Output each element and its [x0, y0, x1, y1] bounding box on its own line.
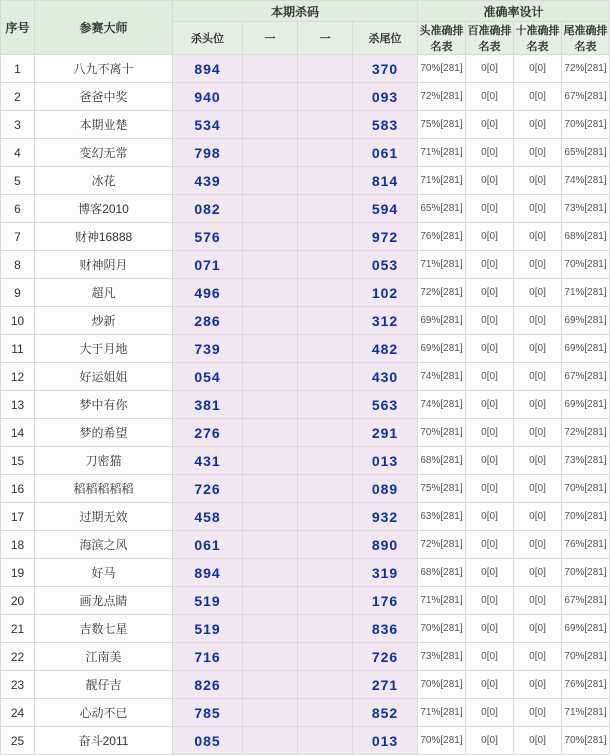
row-head-code: 439 — [173, 167, 243, 195]
table-row[interactable] — [1, 83, 610, 111]
row-rate-3: 0[0] — [514, 447, 562, 475]
table-row[interactable] — [1, 307, 610, 335]
row-tail-code: 093 — [353, 83, 418, 111]
table-row[interactable] — [1, 643, 610, 671]
row-index: 13 — [1, 391, 35, 419]
row-rate-2: 0[0] — [466, 83, 514, 111]
row-index: 17 — [1, 503, 35, 531]
row-head-code: 894 — [173, 559, 243, 587]
row-rate-1: 69%[281] — [418, 307, 466, 335]
row-master-name[interactable]: 八九不离十 — [35, 55, 173, 83]
row-rate-3: 0[0] — [514, 475, 562, 503]
header-dash-2: 一 — [298, 22, 353, 55]
row-rate-1: 72%[281] — [418, 279, 466, 307]
row-index: 6 — [1, 195, 35, 223]
row-rate-2: 0[0] — [466, 55, 514, 83]
row-head-code: 798 — [173, 139, 243, 167]
row-mid-blank-1 — [243, 195, 298, 223]
row-head-code: 940 — [173, 83, 243, 111]
row-rate-4: 72%[281] — [562, 55, 610, 83]
table-row[interactable] — [1, 391, 610, 419]
row-head-code: 381 — [173, 391, 243, 419]
row-mid-blank-2 — [298, 167, 353, 195]
row-rate-4: 70%[281] — [562, 111, 610, 139]
row-rate-4: 69%[281] — [562, 335, 610, 363]
row-rate-4: 65%[281] — [562, 139, 610, 167]
row-head-code: 519 — [173, 615, 243, 643]
row-head-code: 082 — [173, 195, 243, 223]
row-mid-blank-1 — [243, 699, 298, 727]
row-rate-1: 75%[281] — [418, 111, 466, 139]
table-row[interactable] — [1, 503, 610, 531]
row-rate-2: 0[0] — [466, 559, 514, 587]
row-mid-blank-2 — [298, 643, 353, 671]
row-tail-code: 013 — [353, 447, 418, 475]
row-master-name[interactable]: 炒新 — [35, 307, 173, 335]
row-rate-4: 70%[281] — [562, 559, 610, 587]
table-row[interactable] — [1, 419, 610, 447]
row-rate-1: 65%[281] — [418, 195, 466, 223]
row-master-name[interactable]: 稻稻稻稻稻 — [35, 475, 173, 503]
row-rate-2: 0[0] — [466, 671, 514, 699]
table-header-row-1 — [1, 1, 610, 22]
row-tail-code: 890 — [353, 531, 418, 559]
row-index: 18 — [1, 531, 35, 559]
row-rate-2: 0[0] — [466, 111, 514, 139]
row-tail-code: 089 — [353, 475, 418, 503]
row-rate-2: 0[0] — [466, 727, 514, 755]
row-rate-1: 71%[281] — [418, 167, 466, 195]
row-rate-3: 0[0] — [514, 83, 562, 111]
row-index: 9 — [1, 279, 35, 307]
row-mid-blank-1 — [243, 447, 298, 475]
row-rate-4: 70%[281] — [562, 251, 610, 279]
row-master-name[interactable]: 画龙点睛 — [35, 587, 173, 615]
row-tail-code: 932 — [353, 503, 418, 531]
row-head-code: 071 — [173, 251, 243, 279]
row-tail-code: 430 — [353, 363, 418, 391]
row-mid-blank-1 — [243, 363, 298, 391]
row-rate-2: 0[0] — [466, 391, 514, 419]
row-rate-3: 0[0] — [514, 559, 562, 587]
row-rate-3: 0[0] — [514, 195, 562, 223]
row-index: 15 — [1, 447, 35, 475]
table-row[interactable] — [1, 251, 610, 279]
row-mid-blank-1 — [243, 559, 298, 587]
row-rate-2: 0[0] — [466, 419, 514, 447]
row-tail-code: 319 — [353, 559, 418, 587]
row-rate-2: 0[0] — [466, 167, 514, 195]
row-rate-3: 0[0] — [514, 419, 562, 447]
row-rate-1: 76%[281] — [418, 223, 466, 251]
row-index: 19 — [1, 559, 35, 587]
row-rate-2: 0[0] — [466, 251, 514, 279]
row-rate-2: 0[0] — [466, 643, 514, 671]
row-tail-code: 291 — [353, 419, 418, 447]
row-tail-code: 013 — [353, 727, 418, 755]
row-rate-4: 74%[281] — [562, 167, 610, 195]
row-index: 3 — [1, 111, 35, 139]
row-head-code: 458 — [173, 503, 243, 531]
row-rate-3: 0[0] — [514, 139, 562, 167]
row-master-name[interactable]: 超凡 — [35, 279, 173, 307]
row-rate-4: 70%[281] — [562, 503, 610, 531]
row-tail-code: 053 — [353, 251, 418, 279]
row-head-code: 496 — [173, 279, 243, 307]
row-master-name[interactable]: 海滨之风 — [35, 531, 173, 559]
row-tail-code: 726 — [353, 643, 418, 671]
row-rate-3: 0[0] — [514, 671, 562, 699]
row-mid-blank-2 — [298, 503, 353, 531]
row-rate-4: 68%[281] — [562, 223, 610, 251]
row-tail-code: 836 — [353, 615, 418, 643]
row-mid-blank-1 — [243, 727, 298, 755]
row-tail-code: 312 — [353, 307, 418, 335]
row-index: 11 — [1, 335, 35, 363]
row-rate-1: 69%[281] — [418, 335, 466, 363]
row-rate-4: 71%[281] — [562, 279, 610, 307]
row-rate-3: 0[0] — [514, 111, 562, 139]
row-tail-code: 972 — [353, 223, 418, 251]
row-rate-2: 0[0] — [466, 363, 514, 391]
row-mid-blank-1 — [243, 111, 298, 139]
header-rate-2: 百准确排名表 — [466, 22, 514, 55]
table-row[interactable] — [1, 363, 610, 391]
row-mid-blank-2 — [298, 195, 353, 223]
row-tail-code: 814 — [353, 167, 418, 195]
row-master-name[interactable]: 大于月地 — [35, 335, 173, 363]
row-mid-blank-2 — [298, 671, 353, 699]
row-rate-1: 70%[281] — [418, 55, 466, 83]
row-master-name[interactable]: 爸爸中奖 — [35, 83, 173, 111]
row-rate-2: 0[0] — [466, 307, 514, 335]
row-mid-blank-2 — [298, 391, 353, 419]
header-group-rate: 准确率设计 — [418, 1, 610, 22]
row-mid-blank-1 — [243, 139, 298, 167]
row-rate-3: 0[0] — [514, 531, 562, 559]
row-mid-blank-1 — [243, 391, 298, 419]
row-tail-code: 594 — [353, 195, 418, 223]
row-rate-1: 68%[281] — [418, 447, 466, 475]
row-head-code: 534 — [173, 111, 243, 139]
row-rate-1: 70%[281] — [418, 671, 466, 699]
row-master-name[interactable]: 好马 — [35, 559, 173, 587]
row-master-name[interactable]: 好运姐姐 — [35, 363, 173, 391]
table-row[interactable] — [1, 335, 610, 363]
row-rate-3: 0[0] — [514, 699, 562, 727]
row-rate-1: 73%[281] — [418, 643, 466, 671]
row-head-code: 826 — [173, 671, 243, 699]
row-rate-4: 70%[281] — [562, 475, 610, 503]
row-rate-3: 0[0] — [514, 643, 562, 671]
table-row[interactable] — [1, 111, 610, 139]
row-rate-1: 74%[281] — [418, 391, 466, 419]
row-rate-1: 70%[281] — [418, 419, 466, 447]
row-rate-3: 0[0] — [514, 307, 562, 335]
row-head-code: 739 — [173, 335, 243, 363]
row-rate-4: 70%[281] — [562, 643, 610, 671]
row-mid-blank-1 — [243, 531, 298, 559]
row-master-name[interactable]: 梦中有你 — [35, 391, 173, 419]
row-index: 7 — [1, 223, 35, 251]
row-mid-blank-2 — [298, 279, 353, 307]
row-master-name[interactable]: 财神阴月 — [35, 251, 173, 279]
table-row[interactable] — [1, 279, 610, 307]
row-mid-blank-2 — [298, 307, 353, 335]
table-row[interactable] — [1, 475, 610, 503]
row-mid-blank-1 — [243, 83, 298, 111]
table-row[interactable] — [1, 699, 610, 727]
row-tail-code: 852 — [353, 699, 418, 727]
header-sha-wei: 杀尾位 — [353, 22, 418, 55]
row-mid-blank-2 — [298, 223, 353, 251]
row-mid-blank-1 — [243, 251, 298, 279]
row-index: 25 — [1, 727, 35, 755]
table-row[interactable] — [1, 195, 610, 223]
header-rate-1: 头准确排名表 — [418, 22, 466, 55]
row-rate-3: 0[0] — [514, 587, 562, 615]
row-mid-blank-2 — [298, 419, 353, 447]
row-mid-blank-2 — [298, 83, 353, 111]
row-rate-1: 75%[281] — [418, 475, 466, 503]
row-mid-blank-2 — [298, 531, 353, 559]
row-master-name[interactable]: 心动不已 — [35, 699, 173, 727]
row-head-code: 716 — [173, 643, 243, 671]
row-mid-blank-2 — [298, 559, 353, 587]
row-mid-blank-1 — [243, 419, 298, 447]
row-rate-1: 70%[281] — [418, 615, 466, 643]
row-mid-blank-1 — [243, 587, 298, 615]
row-master-name[interactable]: 江南美 — [35, 643, 173, 671]
row-mid-blank-1 — [243, 307, 298, 335]
row-tail-code: 271 — [353, 671, 418, 699]
row-rate-1: 63%[281] — [418, 503, 466, 531]
row-rate-4: 72%[281] — [562, 419, 610, 447]
row-index: 4 — [1, 139, 35, 167]
row-rate-3: 0[0] — [514, 335, 562, 363]
table-row[interactable] — [1, 139, 610, 167]
row-index: 8 — [1, 251, 35, 279]
row-rate-1: 70%[281] — [418, 727, 466, 755]
row-rate-4: 67%[281] — [562, 83, 610, 111]
row-rate-4: 70%[281] — [562, 727, 610, 755]
row-index: 23 — [1, 671, 35, 699]
row-tail-code: 563 — [353, 391, 418, 419]
row-rate-4: 73%[281] — [562, 195, 610, 223]
row-master-name[interactable]: 冰花 — [35, 167, 173, 195]
row-index: 24 — [1, 699, 35, 727]
row-mid-blank-1 — [243, 279, 298, 307]
row-head-code: 061 — [173, 531, 243, 559]
row-master-name[interactable]: 过期无效 — [35, 503, 173, 531]
row-rate-4: 67%[281] — [562, 587, 610, 615]
row-rate-4: 69%[281] — [562, 391, 610, 419]
table-row[interactable] — [1, 55, 610, 83]
row-tail-code: 370 — [353, 55, 418, 83]
row-tail-code: 061 — [353, 139, 418, 167]
row-rate-4: 76%[281] — [562, 671, 610, 699]
row-mid-blank-2 — [298, 251, 353, 279]
row-rate-3: 0[0] — [514, 391, 562, 419]
row-mid-blank-1 — [243, 643, 298, 671]
row-head-code: 054 — [173, 363, 243, 391]
header-sha-tou: 杀头位 — [173, 22, 243, 55]
row-rate-4: 67%[281] — [562, 363, 610, 391]
row-mid-blank-2 — [298, 699, 353, 727]
header-idx: 序号 — [1, 1, 35, 55]
row-head-code: 894 — [173, 55, 243, 83]
table-row[interactable] — [1, 727, 610, 755]
row-rate-2: 0[0] — [466, 195, 514, 223]
row-head-code: 276 — [173, 419, 243, 447]
header-dash-1: 一 — [243, 22, 298, 55]
row-index: 16 — [1, 475, 35, 503]
row-rate-3: 0[0] — [514, 55, 562, 83]
row-rate-2: 0[0] — [466, 615, 514, 643]
row-head-code: 519 — [173, 587, 243, 615]
row-master-name[interactable]: 吉数七星 — [35, 615, 173, 643]
table-row[interactable] — [1, 223, 610, 251]
row-index: 1 — [1, 55, 35, 83]
row-rate-2: 0[0] — [466, 503, 514, 531]
row-index: 5 — [1, 167, 35, 195]
row-rate-2: 0[0] — [466, 587, 514, 615]
row-tail-code: 102 — [353, 279, 418, 307]
row-rate-2: 0[0] — [466, 447, 514, 475]
header-name: 参赛大师 — [35, 1, 173, 55]
row-head-code: 286 — [173, 307, 243, 335]
row-index: 2 — [1, 83, 35, 111]
row-master-name[interactable]: 刀密猫 — [35, 447, 173, 475]
row-mid-blank-2 — [298, 363, 353, 391]
row-rate-2: 0[0] — [466, 531, 514, 559]
row-mid-blank-1 — [243, 167, 298, 195]
row-rate-3: 0[0] — [514, 167, 562, 195]
row-rate-4: 69%[281] — [562, 615, 610, 643]
row-tail-code: 176 — [353, 587, 418, 615]
row-master-name[interactable]: 财神16888 — [35, 223, 173, 251]
row-rate-3: 0[0] — [514, 727, 562, 755]
row-index: 20 — [1, 587, 35, 615]
row-index: 14 — [1, 419, 35, 447]
row-rate-1: 71%[281] — [418, 699, 466, 727]
row-mid-blank-2 — [298, 139, 353, 167]
row-rate-2: 0[0] — [466, 335, 514, 363]
row-rate-3: 0[0] — [514, 223, 562, 251]
row-mid-blank-1 — [243, 55, 298, 83]
table-row[interactable] — [1, 587, 610, 615]
row-rate-1: 68%[281] — [418, 559, 466, 587]
row-mid-blank-1 — [243, 223, 298, 251]
row-head-code: 576 — [173, 223, 243, 251]
row-master-name[interactable]: 变幻无常 — [35, 139, 173, 167]
row-rate-2: 0[0] — [466, 699, 514, 727]
row-mid-blank-2 — [298, 615, 353, 643]
table-row[interactable] — [1, 531, 610, 559]
row-mid-blank-1 — [243, 671, 298, 699]
row-mid-blank-2 — [298, 55, 353, 83]
header-group-code: 本期杀码 — [173, 1, 418, 22]
row-master-name[interactable]: 靓仔吉 — [35, 671, 173, 699]
row-head-code: 726 — [173, 475, 243, 503]
row-master-name[interactable]: 奋斗2011 — [35, 727, 173, 755]
row-index: 10 — [1, 307, 35, 335]
row-index: 21 — [1, 615, 35, 643]
row-rate-2: 0[0] — [466, 279, 514, 307]
row-mid-blank-1 — [243, 475, 298, 503]
row-rate-4: 76%[281] — [562, 531, 610, 559]
row-head-code: 085 — [173, 727, 243, 755]
row-rate-1: 74%[281] — [418, 363, 466, 391]
row-master-name[interactable]: 梦的希望 — [35, 419, 173, 447]
table-row[interactable] — [1, 671, 610, 699]
table-row[interactable] — [1, 615, 610, 643]
row-mid-blank-2 — [298, 475, 353, 503]
row-rate-4: 71%[281] — [562, 699, 610, 727]
row-master-name[interactable]: 博客2010 — [35, 195, 173, 223]
row-rate-1: 71%[281] — [418, 587, 466, 615]
row-rate-1: 71%[281] — [418, 251, 466, 279]
row-rate-1: 72%[281] — [418, 83, 466, 111]
row-rate-2: 0[0] — [466, 139, 514, 167]
row-mid-blank-2 — [298, 335, 353, 363]
row-rate-3: 0[0] — [514, 251, 562, 279]
row-index: 12 — [1, 363, 35, 391]
row-index: 22 — [1, 643, 35, 671]
row-mid-blank-2 — [298, 587, 353, 615]
row-rate-1: 72%[281] — [418, 531, 466, 559]
row-rate-2: 0[0] — [466, 475, 514, 503]
row-rate-3: 0[0] — [514, 503, 562, 531]
row-head-code: 431 — [173, 447, 243, 475]
row-rate-3: 0[0] — [514, 615, 562, 643]
row-mid-blank-1 — [243, 615, 298, 643]
row-rate-3: 0[0] — [514, 363, 562, 391]
row-master-name[interactable]: 本期业楚 — [35, 111, 173, 139]
row-rate-4: 73%[281] — [562, 447, 610, 475]
row-tail-code: 583 — [353, 111, 418, 139]
row-rate-4: 69%[281] — [562, 307, 610, 335]
row-rate-1: 71%[281] — [418, 139, 466, 167]
row-head-code: 785 — [173, 699, 243, 727]
table-row[interactable] — [1, 167, 610, 195]
row-mid-blank-1 — [243, 335, 298, 363]
row-rate-2: 0[0] — [466, 223, 514, 251]
row-mid-blank-1 — [243, 503, 298, 531]
row-mid-blank-2 — [298, 447, 353, 475]
row-rate-3: 0[0] — [514, 279, 562, 307]
table-body — [1, 55, 610, 755]
row-mid-blank-2 — [298, 727, 353, 755]
header-rate-3: 十准确排名表 — [514, 22, 562, 55]
row-mid-blank-2 — [298, 111, 353, 139]
row-tail-code: 482 — [353, 335, 418, 363]
table-row[interactable] — [1, 447, 610, 475]
table-row[interactable] — [1, 559, 610, 587]
header-rate-4: 尾准确排名表 — [562, 22, 610, 55]
